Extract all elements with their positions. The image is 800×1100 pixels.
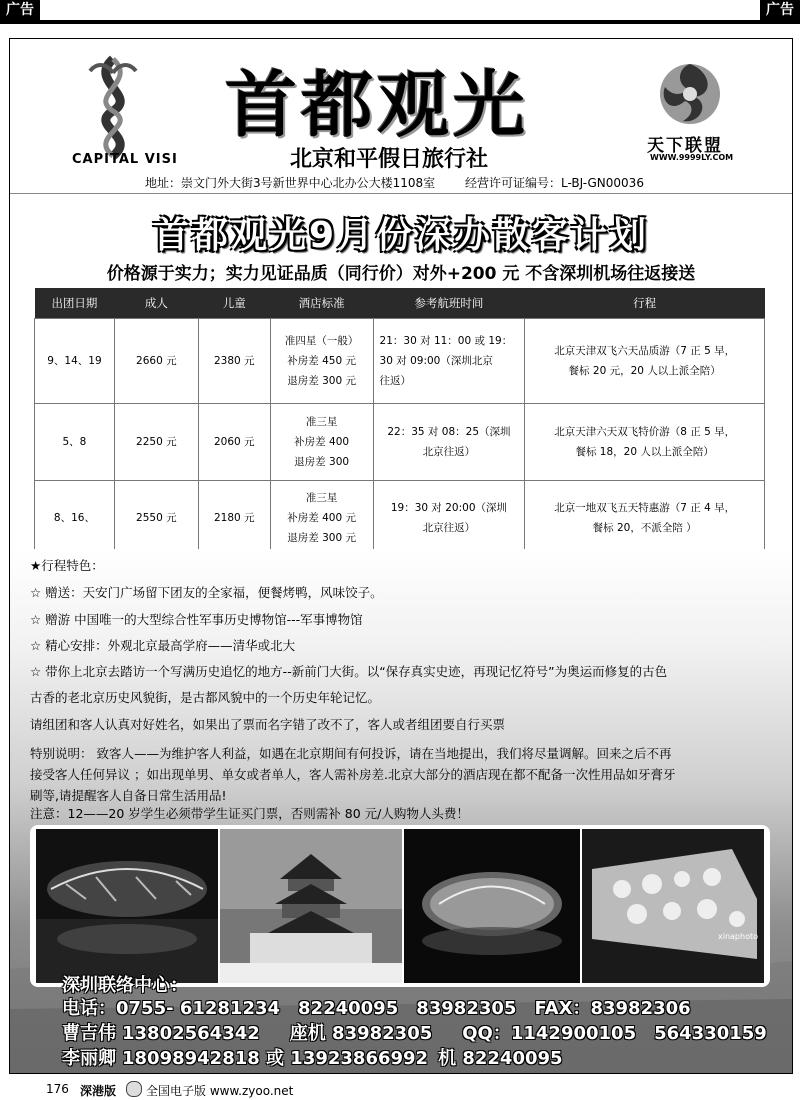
student-note: 注意：12——20 岁学生必须带学生证买门票，否则需补 80 元/人购物人头费！: [30, 806, 469, 821]
edition-label: 深港版: [80, 1084, 117, 1098]
cell-itinerary: [525, 404, 765, 481]
license-number: 经营许可证编号：L-BJ-GN00036: [465, 176, 644, 190]
cell-date: 9、14、19: [35, 319, 115, 404]
feature-item: 古香的老北京历史风貌街，是古都风貌中的一个历史年轮记忆。: [30, 690, 381, 705]
fax-number: FAX：83982306: [534, 998, 691, 1019]
cell-flight: [373, 404, 525, 481]
capital-visit-logo: [68, 51, 158, 161]
hotel-line: 补房差 400: [294, 436, 350, 448]
col-itinerary: 行程: [525, 288, 765, 319]
hotel-line: 准三星: [305, 492, 338, 504]
national-edition-link[interactable]: 全国电子版 www.zyoo.net: [146, 1084, 294, 1098]
logo-left-text: CAPITAL VISI: [72, 152, 178, 167]
cell-flight: [373, 481, 525, 556]
cell-child: 2380 元: [198, 319, 270, 404]
person-qq2: 564330159: [654, 1023, 767, 1044]
water-cube-photo: [582, 829, 764, 983]
special-notes: [30, 743, 675, 806]
table-row: [35, 319, 765, 404]
person-landline: 机 82240095: [438, 1048, 563, 1069]
schedule-table: [34, 288, 765, 556]
contact-title: 深圳联络中心：: [62, 975, 188, 996]
table-row: [35, 481, 765, 556]
contact-phones: [62, 994, 709, 1020]
col-child: 儿童: [198, 288, 270, 319]
feature-item: ☆ 赠送：天安门广场留下团友的全家福，便餐烤鸭，风味饺子。: [30, 585, 383, 600]
logo-right-name: 天下联盟: [647, 136, 723, 156]
hotel-line: 准四星（一般）: [284, 335, 359, 347]
itinerary-line: 北京天津六天双飞特价游（8 正 5 早，: [554, 426, 736, 438]
features-heading: ★行程特色：: [30, 558, 104, 573]
advertisement-page: [9, 38, 793, 1074]
address-line: [145, 174, 670, 191]
table-row: [35, 404, 765, 481]
cell-hotel: [270, 319, 373, 404]
feature-item: ☆ 赠游 中国唯一的大型综合性军事历史博物馆---军事博物馆: [30, 612, 363, 627]
phone-number: 83982305: [416, 998, 517, 1019]
person-mobile: 13802564342: [122, 1023, 260, 1044]
col-adult: 成人: [114, 288, 198, 319]
cell-hotel: [270, 404, 373, 481]
phone-number: 82240095: [298, 998, 399, 1019]
page-footer: [0, 1078, 800, 1100]
feature-item: ☆ 带你上北京去踏访一个写满历史追忆的地方--新前门大街。以“保存真实史迹，再现记忆符号”为奥运而修复的古色: [30, 664, 668, 679]
person-name: 曹吉伟: [62, 1023, 116, 1044]
hotel-line: 补房差 450 元: [287, 355, 356, 367]
hotel-line: 退房差 300 元: [287, 532, 356, 544]
phone-label: 电话：: [62, 998, 116, 1019]
swirl-logo-icon: [655, 59, 725, 129]
contact-person-1: [62, 1019, 785, 1045]
hotel-line: 退房差 300 元: [287, 375, 356, 387]
edition-badge-icon: [126, 1081, 142, 1097]
agency-name: 北京和平假日旅行社: [290, 147, 489, 172]
photo-strip: [30, 825, 770, 987]
cell-adult: 2660 元: [114, 319, 198, 404]
plan-title: 首都观光9月份深办散客计划: [152, 215, 650, 256]
flight-line: 往返）: [379, 375, 412, 387]
itinerary-line: 餐标 20，不派全陪 ）: [592, 522, 697, 534]
person-qq: QQ：1142900105: [462, 1023, 637, 1044]
table-header-row: [35, 288, 765, 319]
special-line: 特别说明： 致客人——为维护客人利益，如遇在北京期间有何投诉，请在当地提出，我们将尽量调解。回来之后不再: [30, 746, 672, 761]
ad-label-right: 广告: [760, 0, 800, 20]
cell-itinerary: [525, 481, 765, 556]
national-grand-theatre-photo: [404, 829, 580, 983]
flight-line: 19：30 对 20:00（深圳: [390, 502, 508, 514]
cell-child: 2180 元: [198, 481, 270, 556]
photo-watermark: xinaphoto: [718, 932, 759, 941]
special-line: 刷等,请提醒客人自备日常生活用品!: [30, 788, 227, 803]
cell-adult: 2250 元: [114, 404, 198, 481]
person-landline: 座机 83982305: [289, 1023, 433, 1044]
phone-number: 0755- 61281234: [116, 998, 281, 1019]
ad-label-left: 广告: [0, 0, 40, 20]
address: 地址：崇文门外大街3号新世界中心北办公大楼1108室: [145, 176, 436, 190]
logo-right-url: WWW.9999LY.COM: [650, 153, 734, 162]
flight-line: 22：35 对 08：25（深圳: [387, 426, 511, 438]
col-hotel: 酒店标准: [270, 288, 373, 319]
flight-line: 北京往返）: [422, 522, 476, 534]
cell-child: 2060 元: [198, 404, 270, 481]
itinerary-line: 餐标 18，20 人以上派全陪）: [575, 446, 714, 458]
birds-nest-stadium-photo: [36, 829, 218, 983]
col-flight: 参考航班时间: [373, 288, 525, 319]
hotel-line: 准三星: [305, 416, 338, 428]
top-rule: [0, 20, 800, 24]
cell-adult: 2550 元: [114, 481, 198, 556]
price-subtitle: 价格源于实力；实力见证品质（同行价）对外+200 元 不含深圳机场往返接送: [106, 264, 696, 284]
flight-line: 北京往返）: [422, 446, 476, 458]
itinerary-line: 餐标 20 元，20 人以上派全陪）: [568, 365, 721, 377]
special-line: 接受客人任何异议 ；如出现单男、单女或者单人，客人需补房差.北京大部分的酒店现在都不配备一次性用品如牙膏牙: [30, 767, 676, 782]
reminder-text: 请组团和客人认真对好姓名，如果出了票而名字错了改不了，客人或者组团要自行买票: [30, 717, 506, 732]
itinerary-line: 北京天津双飞六天品质游（7 正 5 早，: [554, 345, 736, 357]
cell-date: 8、16、: [35, 481, 115, 556]
cell-flight: [373, 319, 525, 404]
itinerary-line: 北京一地双飞五天特惠游（7 正 4 早，: [554, 502, 736, 514]
flight-line: 21：30 对 11：00 或 19：: [379, 335, 513, 347]
page-number: 176: [46, 1082, 69, 1096]
person-mobile: 18098942818 或 13923866992: [122, 1048, 429, 1069]
hotel-line: 补房差 400 元: [287, 512, 356, 524]
cell-date: 5、8: [35, 404, 115, 481]
temple-of-heaven-photo: [220, 829, 402, 983]
cell-itinerary: [525, 319, 765, 404]
col-date: 出团日期: [35, 288, 115, 319]
main-title: 首都观光: [225, 63, 530, 147]
feature-item: ☆ 精心安排：外观北京最高学府——清华或北大: [30, 638, 296, 653]
contact-person-2: [62, 1044, 581, 1070]
person-name: 李丽卿: [62, 1048, 116, 1069]
hotel-line: 退房差 300: [294, 456, 350, 468]
header: [10, 39, 792, 194]
flight-line: 30 对 09:00（深圳北京: [379, 355, 493, 367]
cell-hotel: [270, 481, 373, 556]
